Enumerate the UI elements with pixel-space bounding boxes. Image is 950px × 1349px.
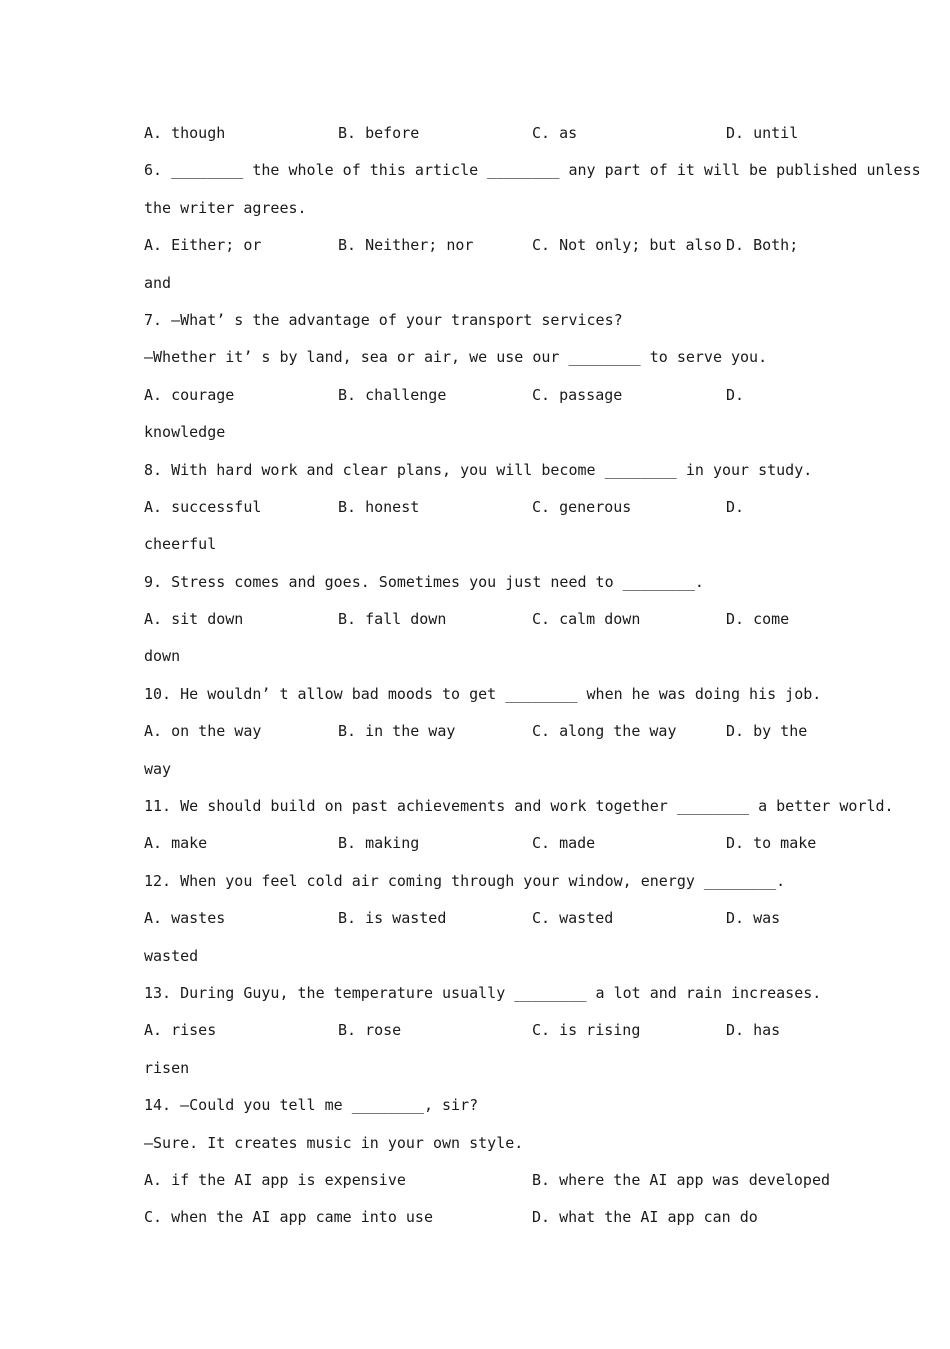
q8-stem-line1 bbox=[144, 452, 812, 489]
q14-stem-line2 bbox=[144, 1125, 812, 1162]
q9-option-b: B. fall down bbox=[338, 610, 447, 629]
q14-option-c: C. when the AI app came into use bbox=[144, 1208, 433, 1227]
q7-option-b: B. challenge bbox=[338, 385, 447, 404]
q7-stem-line1 bbox=[144, 302, 812, 339]
q6-option-b: B. Neither; nor bbox=[338, 236, 474, 255]
q12-option-d-wrap bbox=[144, 938, 812, 975]
q6-stem-line2 bbox=[144, 190, 812, 227]
q12-option-d-continuation: wasted bbox=[144, 946, 199, 965]
q13-stem-text: 13. During Guyu, the temperature usually ________ a lot and rain increases. bbox=[144, 983, 822, 1002]
q5-options bbox=[144, 115, 812, 152]
q13-option-d: D. has bbox=[726, 1021, 781, 1040]
q5-option-c: C. as bbox=[532, 124, 578, 142]
q10-option-a: A. on the way bbox=[144, 722, 262, 741]
q12-option-b: B. is wasted bbox=[338, 909, 447, 928]
q6-stem-text: 6. ________ the whole of this article ________ any part of it will be published unless bbox=[144, 161, 921, 180]
q9-option-a: A. sit down bbox=[144, 610, 244, 629]
q14-options-row2 bbox=[144, 1199, 812, 1236]
q6-stem-line1 bbox=[144, 152, 921, 189]
q14-stem-line1 bbox=[144, 1087, 812, 1124]
q13-option-a: A. rises bbox=[144, 1021, 217, 1040]
q6-option-a: A. Either; or bbox=[144, 236, 262, 255]
q11-stem-text: 11. We should build on past achievements and work together ________ a better world. bbox=[144, 797, 894, 816]
q11-stem-line1 bbox=[144, 788, 894, 825]
q14-option-d: D. what the AI app can do bbox=[532, 1208, 758, 1227]
q10-stem-line1 bbox=[144, 676, 822, 713]
q12-options bbox=[144, 900, 812, 937]
q6-stem-continuation: the writer agrees. bbox=[144, 198, 307, 217]
q8-stem-text: 8. With hard work and clear plans, you will become ________ in your study. bbox=[144, 460, 813, 479]
q6-options bbox=[144, 227, 812, 264]
q9-option-c: C. calm down bbox=[532, 610, 641, 629]
q13-option-c: C. is rising bbox=[532, 1021, 641, 1040]
q10-stem-text: 10. He wouldn’ t allow bad moods to get ________ when he was doing his job. bbox=[144, 684, 822, 703]
q9-option-d-continuation: down bbox=[144, 647, 181, 666]
q12-stem-line1 bbox=[144, 863, 812, 900]
q13-option-d-wrap bbox=[144, 1050, 812, 1087]
q8-option-c: C. generous bbox=[532, 497, 632, 516]
q13-stem-line1 bbox=[144, 975, 822, 1012]
q9-option-d: D. come bbox=[726, 610, 790, 629]
q5-option-b: B. before bbox=[338, 124, 420, 142]
q12-option-a: A. wastes bbox=[144, 909, 226, 928]
q11-option-b: B. making bbox=[338, 834, 420, 853]
question-list bbox=[144, 115, 921, 1237]
q7-option-d-continuation: knowledge bbox=[144, 423, 226, 442]
q8-option-b: B. honest bbox=[338, 497, 420, 516]
q10-options bbox=[144, 713, 812, 750]
q13-option-b: B. rose bbox=[338, 1021, 402, 1040]
q12-stem-text: 12. When you feel cold air coming through your window, energy ________. bbox=[144, 871, 786, 890]
q7-question: 7. —What’ s the advantage of your transport services? bbox=[144, 310, 623, 329]
q14-options-row1 bbox=[144, 1162, 831, 1199]
q10-option-d-wrap bbox=[144, 751, 812, 788]
q6-option-d: D. Both; bbox=[726, 236, 799, 255]
q10-option-c: C. along the way bbox=[532, 722, 677, 741]
q7-option-d: D. bbox=[726, 385, 745, 404]
q6-option-d-continuation: and bbox=[144, 273, 172, 292]
q7-option-c: C. passage bbox=[532, 385, 623, 404]
q8-options bbox=[144, 489, 812, 526]
q6-option-d-wrap bbox=[144, 265, 812, 302]
q13-options bbox=[144, 1012, 812, 1049]
q12-option-d: D. was bbox=[726, 909, 781, 928]
q10-option-b: B. in the way bbox=[338, 722, 456, 741]
q11-options bbox=[144, 825, 817, 862]
q9-stem-text: 9. Stress comes and goes. Sometimes you just need to ________. bbox=[144, 572, 704, 591]
q9-option-d-wrap bbox=[144, 638, 812, 675]
q7-stem-line2 bbox=[144, 339, 812, 376]
q10-option-d-continuation: way bbox=[144, 759, 172, 778]
q14-option-b: B. where the AI app was developed bbox=[532, 1170, 831, 1189]
q14-option-a: A. if the AI app is expensive bbox=[144, 1170, 406, 1189]
q11-option-d: D. to make bbox=[726, 834, 817, 853]
q14-answer-line: —Sure. It creates music in your own style. bbox=[144, 1133, 524, 1152]
q5-option-a: A. though bbox=[144, 124, 226, 142]
q14-question: 14. —Could you tell me ________, sir? bbox=[144, 1096, 479, 1115]
q12-option-c: C. wasted bbox=[532, 909, 614, 928]
q7-answer-line: —Whether it’ s by land, sea or air, we use our ________ to serve you. bbox=[144, 348, 768, 367]
q11-option-c: C. made bbox=[532, 834, 596, 853]
q8-option-d: D. bbox=[726, 497, 745, 516]
q8-option-a: A. successful bbox=[144, 497, 262, 516]
q7-options bbox=[144, 377, 812, 414]
q5-option-d: D. until bbox=[726, 124, 799, 142]
q7-option-d-wrap bbox=[144, 414, 812, 451]
q8-option-d-continuation: cheerful bbox=[144, 535, 217, 554]
q10-option-d: D. by the bbox=[726, 722, 808, 741]
q11-option-a: A. make bbox=[144, 834, 208, 853]
q7-option-a: A. courage bbox=[144, 385, 235, 404]
q9-options bbox=[144, 601, 812, 638]
q8-option-d-wrap bbox=[144, 526, 812, 563]
q6-option-c: C. Not only; but also bbox=[532, 236, 722, 255]
q9-stem-line1 bbox=[144, 564, 812, 601]
q13-option-d-continuation: risen bbox=[144, 1058, 190, 1077]
